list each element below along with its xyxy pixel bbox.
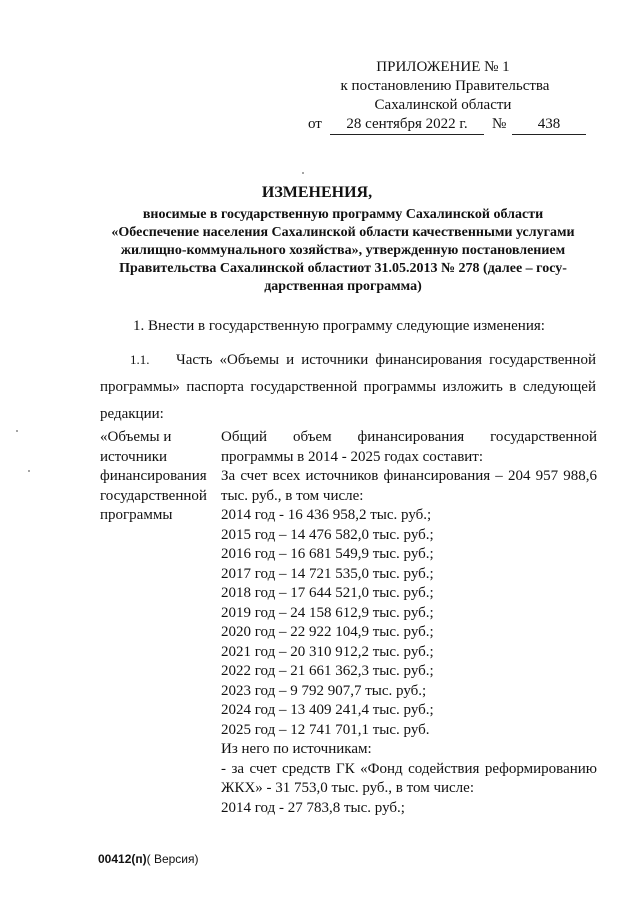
table-label-line: «Объемы и [100, 429, 172, 445]
table-value-line: 2022 год – 21 661 362,3 тыс. руб.; [221, 663, 434, 679]
table-value-line: 2015 год – 14 476 582,0 тыс. руб.; [221, 526, 434, 543]
table-value-line: За счет всех источников финансирования – 204 957 988,6 [221, 468, 597, 484]
footer [98, 852, 199, 866]
table-value-line: Из него по источникам: [221, 741, 372, 757]
table-value-line: - за счет средств ГК «Фонд содействия реформированию [221, 760, 597, 777]
decree-date: 28 сентября 2022 г. [330, 115, 484, 135]
table-value-line: 2025 год – 12 741 701,1 тыс. руб. [221, 721, 430, 738]
table-value-line: программы в 2014 - 2025 годах составит: [221, 448, 484, 465]
decree-date-line [300, 115, 590, 137]
document-subtitle [90, 206, 596, 296]
table-label-line: финансирования [100, 468, 207, 484]
table-value-line: 2014 год - 16 436 958,2 тыс. руб.; [221, 507, 432, 523]
paragraph-text: Часть «Объемы и источники финансирования государственной программы» паспорта государственной программы изложить в следующей редакции: [100, 352, 596, 422]
table-label-line: источники [100, 448, 168, 465]
appendix-header [300, 58, 590, 137]
table-label-line: государственной [100, 487, 207, 504]
table-value-line: 2019 год – 24 158 612,9 тыс. руб.; [221, 604, 434, 621]
date-prefix: от [308, 116, 322, 132]
table-value-line: 2016 год – 16 681 549,9 тыс. руб.; [221, 546, 434, 562]
table-left-column [100, 428, 212, 526]
document-title: ИЗМЕНЕНИЯ, [261, 184, 373, 201]
paragraph-1: 1. Внести в государственную программу следующие изменения: [133, 318, 545, 334]
table-value-line: 2021 год – 20 310 912,2 тыс. руб.; [221, 643, 434, 660]
footer-version: ( Версия) [146, 852, 199, 866]
table-value-line: ЖКХ» - 31 753,0 тыс. руб., в том числе: [221, 780, 474, 796]
decree-number: 438 [512, 115, 586, 135]
appendix-decree-line: к постановлению Правительства [340, 78, 550, 94]
table-label-line: программы [100, 507, 173, 523]
appendix-region-line: Сахалинской области [374, 97, 512, 113]
subtitle-line: жилищно-коммунального хозяйства», утвержденную постановлением [120, 243, 566, 258]
scan-speck [302, 172, 304, 174]
footer-code: 00412(п) [98, 852, 147, 866]
number-sign: № [492, 116, 507, 132]
table-value-line: 2014 год - 27 783,8 тыс. руб.; [221, 799, 405, 816]
table-value-line: 2023 год – 9 792 907,7 тыс. руб.; [221, 682, 427, 699]
subtitle-line: дарственная программа) [264, 279, 422, 294]
table-value-line: 2018 год – 17 644 521,0 тыс. руб.; [221, 585, 434, 601]
table-value-line: Общий объем финансирования государственной [221, 429, 597, 445]
paragraph-number: 1.1. [130, 352, 150, 367]
table-value-line: 2024 год – 13 409 241,4 тыс. руб.; [221, 702, 434, 718]
subtitle-line: Правительства Сахалинской областиот 31.05.2013 № 278 (далее – госу- [119, 261, 567, 276]
subtitle-line: «Обеспечение населения Сахалинской области качественными услугами [111, 225, 575, 240]
table-value-line: 2020 год – 22 922 104,9 тыс. руб.; [221, 624, 434, 640]
scan-speck [28, 470, 30, 472]
table-value-line: тыс. руб., в том числе: [221, 487, 364, 504]
subtitle-line: вносимые в государственную программу Сахалинской области [142, 207, 544, 222]
appendix-title: ПРИЛОЖЕНИЕ № 1 [376, 59, 510, 75]
scan-speck [16, 430, 18, 432]
table-right-column [221, 428, 597, 818]
paragraph-1-1 [100, 346, 596, 428]
table-value-line: 2017 год – 14 721 535,0 тыс. руб.; [221, 565, 434, 582]
